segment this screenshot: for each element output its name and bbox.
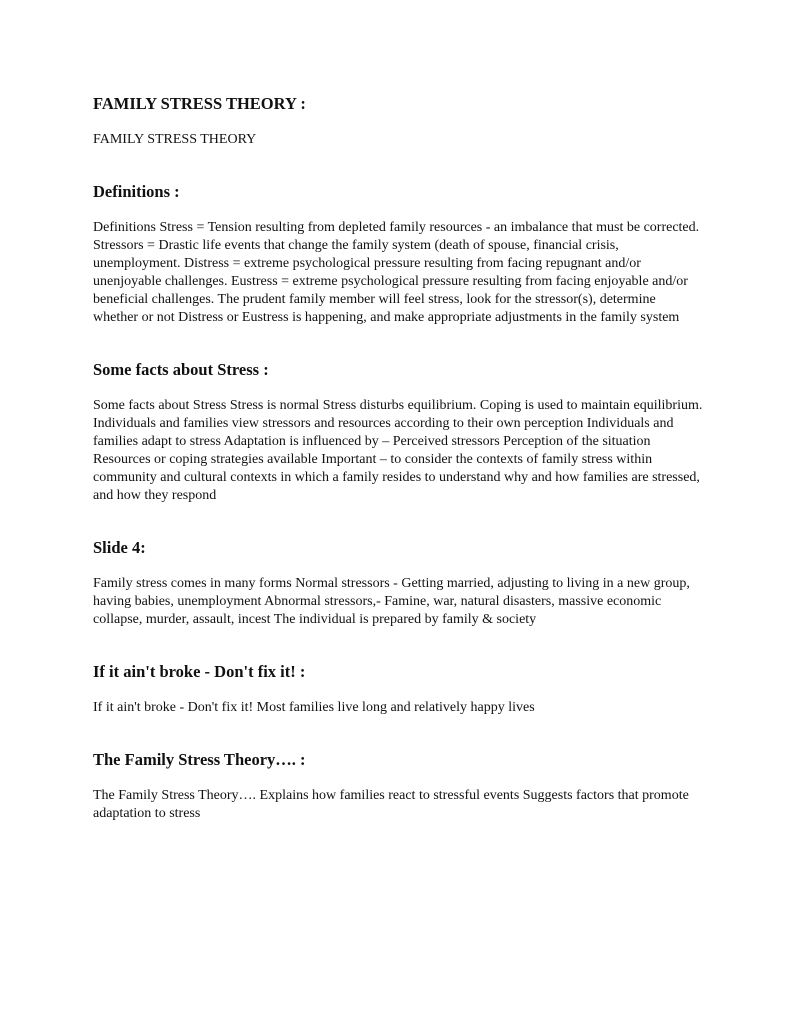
section-heading: Definitions :: [93, 182, 180, 201]
section-body: Some facts about Stress Stress is normal Stress disturbs equilibrium. Coping is used to maintain equilibrium. Individuals and families view stressors and resources according to their own perception Individuals and families adapt to stress Adaptation is influenced by – Perceived stressors Perception of the situation Resources or coping strategies available Important – to consider the contexts of family stress within community and cultural contexts in which a family resides to understand why and how families are stressed, and how they respond: [93, 398, 703, 503]
document-page: [93, 94, 703, 823]
section-family-stress-theory: [93, 750, 703, 823]
section-definitions: [93, 182, 703, 327]
section-slide-4: [93, 538, 703, 629]
page-subtitle: FAMILY STRESS THEORY: [93, 132, 257, 147]
section-heading: If it ain't broke - Don't fix it! :: [93, 662, 306, 681]
section-body: Family stress comes in many forms Normal stressors - Getting married, adjusting to living in a new group, having babies, unemployment Abnormal stressors,- Famine, war, natural disasters, massive economic collapse, murder, assault, incest The individual is prepared by family & society: [93, 576, 690, 627]
section-dont-fix-it: [93, 662, 703, 717]
section-body: The Family Stress Theory…. Explains how families react to stressful events Suggests factors that promote adaptation to stress: [93, 788, 689, 821]
section-body: Definitions Stress = Tension resulting from depleted family resources - an imbalance that must be corrected. Stressors = Drastic life events that change the family system (death of spouse, financial crisis, unemployment. Distress = extreme psychological pressure resulting from facing repugnant and/or unenjoyable challenges. Eustress = extreme psychological pressure resulting from facing enjoyable and/or beneficial challenges. The prudent family member will feel stress, look for the stressor(s), determine whether or not Distress or Eustress is happening, and make appropriate adjustments in the family system: [93, 220, 700, 325]
section-heading: Some facts about Stress :: [93, 360, 269, 379]
section-heading: The Family Stress Theory…. :: [93, 750, 306, 769]
section-heading: Slide 4:: [93, 538, 146, 557]
section-body: If it ain't broke - Don't fix it! Most families live long and relatively happy lives: [93, 700, 535, 715]
section-some-facts: [93, 360, 703, 505]
page-title: FAMILY STRESS THEORY :: [93, 94, 306, 113]
